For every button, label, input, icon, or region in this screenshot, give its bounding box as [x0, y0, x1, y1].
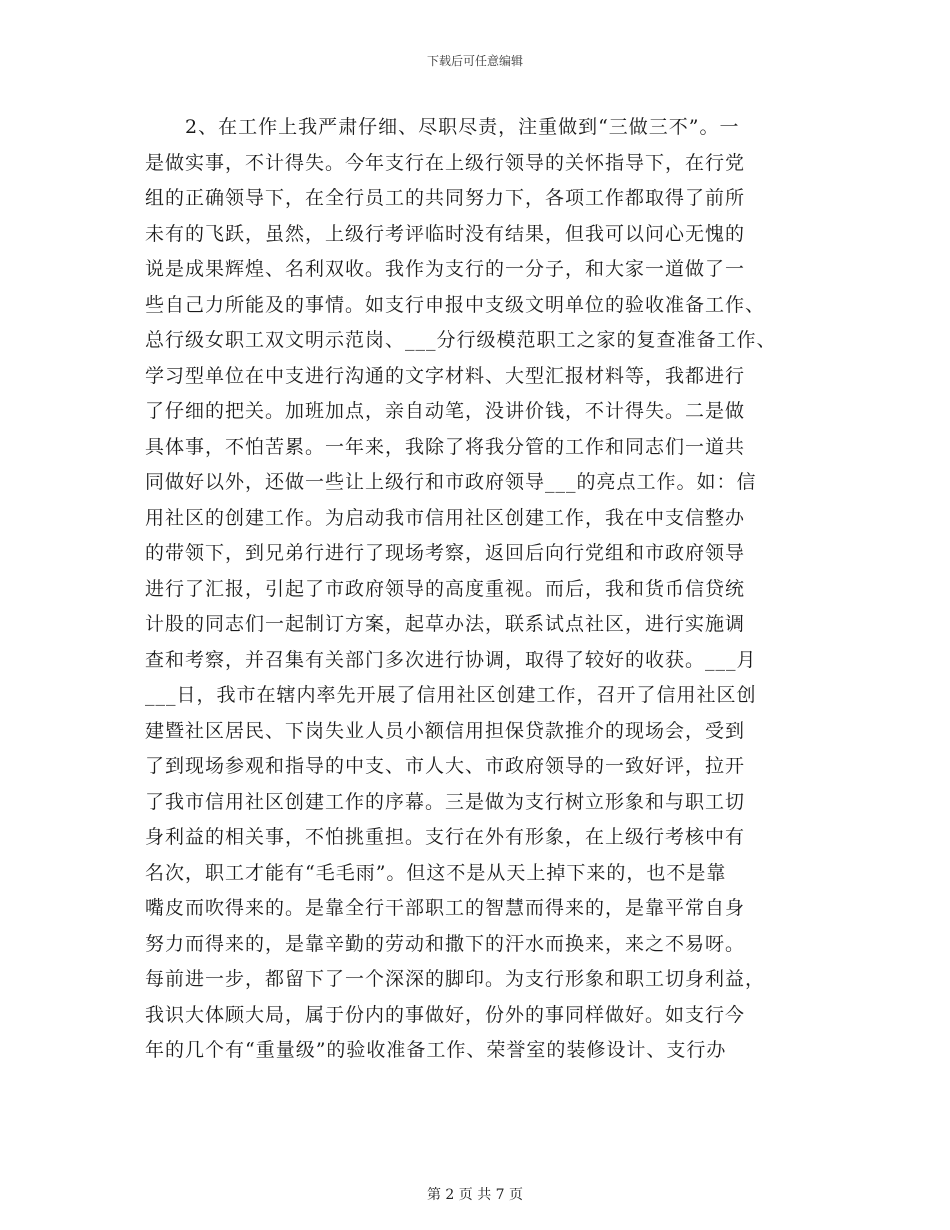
text-line: 用社区的创建工作。为启动我市信用社区创建工作，我在中支信整办: [145, 506, 746, 529]
text-line: 了到现场参观和指导的中支、市人大、市政府领导的一致好评，拉开: [145, 755, 746, 777]
text-line: 努力而得来的，是靠辛勤的劳动和撒下的汗水而换来，来之不易呀。: [145, 932, 746, 955]
text-line: 查和考察，并召集有关部门多次进行协调，取得了较好的收获。___月: [145, 648, 757, 671]
text-line: 学习型单位在中支进行沟通的文字材料、大型汇报材料等，我都进行: [145, 364, 746, 387]
text-line: 是做实事，不计得失。今年支行在上级行领导的关怀指导下，在行党: [145, 151, 746, 174]
text-line: 说是成果辉煌、名利双收。我作为支行的一分子，和大家一道做了一: [145, 258, 746, 280]
text-line: 同做好以外，还做一些让上级行和市政府领导___的亮点工作。如：信: [145, 471, 757, 493]
text-line: ___日，我市在辖内率先开展了信用社区创建工作，召开了信用社区创: [145, 684, 757, 706]
text-line: 名次，职工才能有“毛毛雨”。但这不是从天上掉下来的，也不是靠: [145, 861, 727, 884]
text-line: 计股的同志们一起制订方案，起草办法，联系试点社区，进行实施调: [145, 613, 746, 635]
text-line: 进行了汇报，引起了市政府领导的高度重视。而后，我和货币信贷统: [145, 577, 746, 600]
text-line: 每前进一步，都留下了一个深深的脚印。为支行形象和职工切身利益，: [145, 968, 766, 990]
text-line: 总行级女职工双文明示范岗、___分行级模范职工之家的复查准备工作、: [145, 329, 777, 351]
text-line: 的带领下，到兄弟行进行了现场考察，返回后向行党组和市政府领导: [145, 542, 746, 564]
text-line: 了我市信用社区创建工作的序幕。三是做为支行树立形象和与职工切: [145, 790, 746, 813]
text-line: 具体事，不怕苦累。一年来，我除了将我分管的工作和同志们一道共: [145, 435, 746, 458]
text-line: 未有的飞跃，虽然，上级行考评临时没有结果，但我可以问心无愧的: [145, 222, 746, 245]
text-line: 嘴皮而吹得来的。是靠全行干部职工的智慧而得来的，是靠平常自身: [145, 897, 746, 919]
text-line: 年的几个有“重量级”的验收准备工作、荣誉室的装修设计、支行办: [145, 1039, 727, 1061]
text-line: 建暨社区居民、下岗失业人员小额信用担保贷款推介的现场会，受到: [145, 719, 746, 742]
text-line: 了仔细的把关。加班加点，亲自动笔，没讲价钱，不计得失。二是做: [145, 400, 746, 422]
page-number: 第 2 页 共 7 页: [426, 1187, 524, 1203]
text-line: 我识大体顾大局，属于份内的事做好，份外的事同样做好。如支行今: [145, 1003, 746, 1026]
text-line: 身利益的相关事，不怕挑重担。支行在外有形象，在上级行考核中有: [145, 826, 746, 848]
text-line: 2、在工作上我严肃仔细、尽职尽责，注重做到“三做三不”。一: [185, 116, 740, 138]
page-header: 下载后可任意编辑: [426, 54, 523, 68]
body-paragraph: [145, 110, 805, 1069]
text-line: 些自己力所能及的事情。如支行申报中支级文明单位的验收准备工作、: [145, 293, 766, 316]
text-line: 组的正确领导下，在全行员工的共同努力下，各项工作都取得了前所: [145, 187, 746, 209]
